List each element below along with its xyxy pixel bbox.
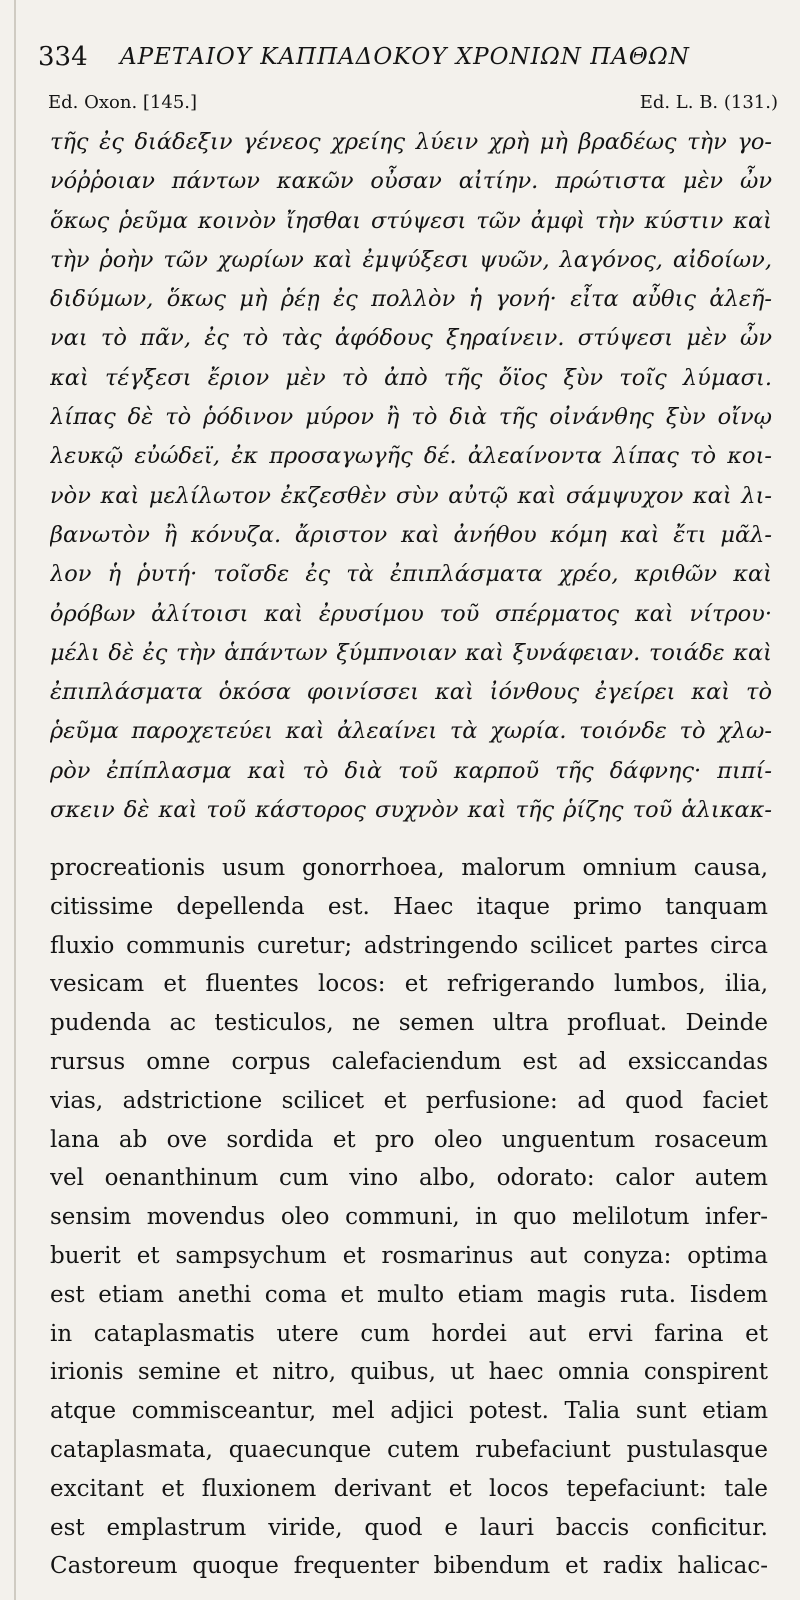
page-number: 334 (38, 42, 88, 72)
edition-references (48, 92, 778, 122)
running-title: ΑΡΕΤΑΙΟΥ ΚΑΠΠΑΔΟΚΟΥ ΧΡΟΝΙΩΝ ΠΑΘΩΝ (120, 44, 690, 70)
greek-text-line: βανωτὸν ἢ κόνυζα. ἄριστον καὶ ἀνήθου κόμη καὶ ἔτι μᾶλ- (50, 521, 772, 548)
greek-text-line: νόῤῥοιαν πάντων κακῶν οὖσαν αἰτίην. πρώτιστα μὲν ὦν (50, 168, 772, 195)
greek-text-line: μέλι δὲ ἐς τὴν ἁπάντων ξύμπνοιαν καὶ ξυνάφειαν. τοιάδε καὶ (50, 639, 772, 666)
latin-text-line: rursus omne corpus calefaciendum est ad exsiccandas (50, 1048, 768, 1075)
latin-text-line: vias, adstrictione scilicet et perfusione: ad quod faciet (50, 1087, 768, 1114)
greek-text-line: νὸν καὶ μελίλωτον ἐκζεσθὲν σὺν αὐτῷ καὶ σάμψυχον καὶ λι- (50, 482, 772, 509)
latin-text-line: fluxio communis curetur; adstringendo scilicet partes circa (50, 932, 768, 959)
latin-text-line: cataplasmata, quaecunque cutem rubefaciunt pustulasque (50, 1436, 768, 1463)
greek-text-line: ρὸν ἐπίπλασμα καὶ τὸ διὰ τοῦ καρποῦ τῆς δάφνης· πιπί- (50, 757, 772, 784)
greek-text-line: ὅκως ῥεῦμα κοινὸν ἴησθαι στύψεσι τῶν ἀμφὶ τὴν κύστιν καὶ (50, 207, 772, 234)
greek-text-line: λευκῷ εὐώδεϊ, ἐκ προσαγωγῆς δέ. ἀλεαίνοντα λίπας τὸ κοι- (50, 443, 772, 470)
latin-text-line: est emplastrum viride, quod e lauri baccis conficitur. (50, 1514, 768, 1541)
latin-text-line: est etiam anethi coma et multo etiam magis ruta. Iisdem (50, 1281, 768, 1308)
edition-reference-oxon: Ed. Oxon. [145.] (48, 92, 198, 113)
greek-text-line: λίπας δὲ τὸ ῥόδινον μύρον ἢ τὸ διὰ τῆς οἰνάνθης ξὺν οἴνῳ (50, 404, 772, 431)
latin-text-line: citissime depellenda est. Haec itaque primo tanquam (50, 893, 768, 920)
greek-text-block (50, 123, 772, 830)
greek-text-line: λον ἡ ῥυτή· τοῖσδε ἐς τὰ ἐπιπλάσματα χρέο, κριθῶν καὶ (50, 561, 772, 588)
latin-text-line: irionis semine et nitro, quibus, ut haec omnia conspirent (50, 1359, 768, 1386)
latin-text-line: vel oenanthinum cum vino albo, odorato: calor autem (50, 1165, 768, 1192)
latin-text-line: buerit et sampsychum et rosmarinus aut conyza: optima (50, 1242, 768, 1269)
greek-text-line: ἐπιπλάσματα ὁκόσα φοινίσσει καὶ ἰόνθους ἐγείρει καὶ τὸ (50, 679, 772, 706)
greek-text-line: διδύμων, ὅκως μὴ ῥέῃ ἐς πολλὸν ἡ γονή· εἶτα αὖθις ἀλεῆ- (50, 286, 772, 313)
greek-text-line: τὴν ῥοὴν τῶν χωρίων καὶ ἐμψύξεσι ψυῶν, λαγόνος, αἰδοίων, (50, 246, 772, 273)
latin-text-line: sensim movendus oleo communi, in quo melilotum infer- (50, 1204, 768, 1231)
edition-reference-lb: Ed. L. B. (131.) (639, 92, 778, 113)
latin-text-line: vesicam et fluentes locos: et refrigerando lumbos, ilia, (50, 971, 768, 998)
greek-text-line: σκειν δὲ καὶ τοῦ κάστορος συχνὸν καὶ τῆς ῥίζης τοῦ ἁλικακ- (50, 797, 772, 824)
latin-text-block (50, 849, 768, 1586)
page-edge (14, 0, 16, 1600)
latin-text-line: excitant et fluxionem derivant et locos tepefaciunt: tale (50, 1475, 768, 1502)
latin-text-line: Castoreum quoque frequenter bibendum et radix halicac- (50, 1553, 768, 1580)
latin-text-line: in cataplasmatis utere cum hordei aut ervi farina et (50, 1320, 768, 1347)
latin-text-line: procreationis usum gonorrhoea, malorum omnium causa, (50, 855, 768, 881)
latin-text-line: pudenda ac testiculos, ne semen ultra profluat. Deinde (50, 1010, 768, 1037)
latin-text-line: atque commisceantur, mel adjici potest. Talia sunt etiam (50, 1398, 768, 1425)
greek-text-line: καὶ τέγξεσι ἔριον μὲν τὸ ἀπὸ τῆς ὄϊος ξὺν τοῖς λύμασι. (50, 364, 772, 391)
greek-text-line: ναι τὸ πᾶν, ἐς τὸ τὰς ἀφόδους ξηραίνειν. στύψεσι μὲν ὦν (50, 325, 772, 352)
latin-text-line: lana ab ove sordida et pro oleo unguentum rosaceum (50, 1126, 768, 1153)
page-header (38, 38, 778, 78)
greek-text-line: τῆς ἐς διάδεξιν γένεος χρείης λύειν χρὴ μὴ βραδέως τὴν γο- (50, 129, 772, 155)
greek-text-line: ὀρόβων ἀλίτοισι καὶ ἐρυσίμου τοῦ σπέρματος καὶ νίτρου· (50, 600, 772, 627)
greek-text-line: ῥεῦμα παροχετεύει καὶ ἀλεαίνει τὰ χωρία. τοιόνδε τὸ χλω- (50, 718, 772, 745)
